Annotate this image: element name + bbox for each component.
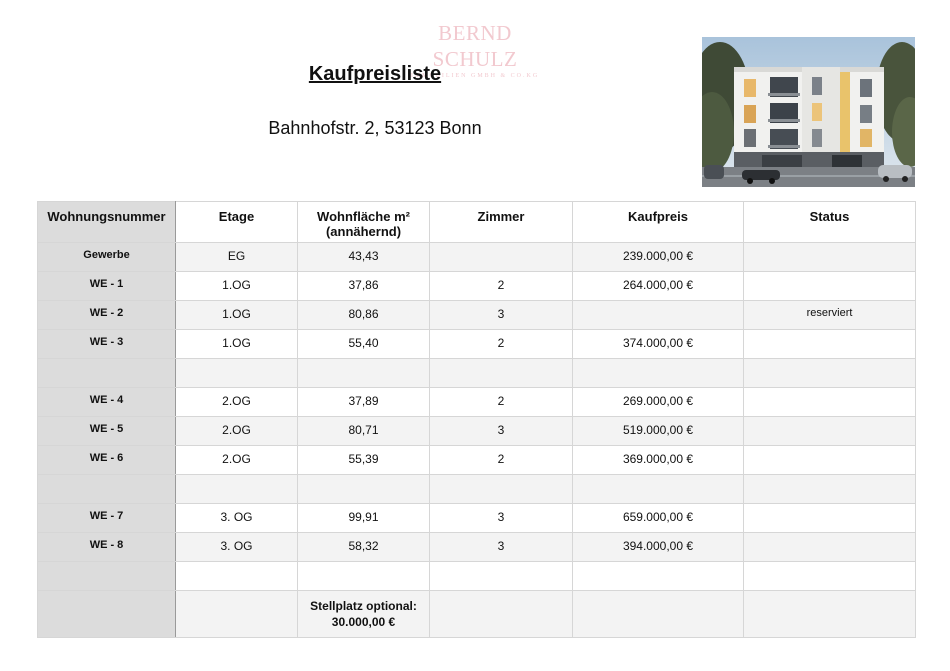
cell-rooms xyxy=(430,243,573,272)
logo-name: BERND SCHULZ xyxy=(432,21,518,71)
table-row xyxy=(38,272,916,301)
cell-unit: WE - 7 xyxy=(38,504,176,533)
page-title: Kaufpreisliste xyxy=(308,63,442,85)
cell-price: 519.000,00 € xyxy=(573,417,744,446)
table-cell xyxy=(430,591,573,638)
cell-floor: 3. OG xyxy=(176,533,298,562)
cell-floor: 2.OG xyxy=(176,417,298,446)
cell-rooms: 2 xyxy=(430,330,573,359)
cell-unit xyxy=(38,359,176,388)
col-header-etage: Etage xyxy=(176,202,298,243)
table-header-row xyxy=(38,202,916,243)
table-row xyxy=(38,388,916,417)
cell-rooms: 3 xyxy=(430,417,573,446)
cell-area xyxy=(298,359,430,388)
table-row xyxy=(38,446,916,475)
table-cell xyxy=(573,591,744,638)
cell-area: 99,91 xyxy=(298,504,430,533)
cell-area: 37,89 xyxy=(298,388,430,417)
logo-subtitle: IMMOBILIEN GMBH & CO.KG xyxy=(410,73,540,79)
cell-status xyxy=(744,388,916,417)
cell-floor xyxy=(176,475,298,504)
cell-rooms xyxy=(430,475,573,504)
cell-area xyxy=(298,562,430,591)
cell-floor: 2.OG xyxy=(176,388,298,417)
cell-status xyxy=(744,417,916,446)
cell-rooms: 2 xyxy=(430,446,573,475)
cell-status: reserviert xyxy=(744,301,916,330)
table-cell xyxy=(38,591,176,638)
cell-area: 37,86 xyxy=(298,272,430,301)
cell-floor: 1.OG xyxy=(176,330,298,359)
cell-status xyxy=(744,533,916,562)
cell-rooms: 2 xyxy=(430,388,573,417)
cell-price xyxy=(573,359,744,388)
cell-floor: 3. OG xyxy=(176,504,298,533)
parking-label: Stellplatz optional: xyxy=(310,599,417,613)
cell-rooms: 2 xyxy=(430,272,573,301)
cell-price: 369.000,00 € xyxy=(573,446,744,475)
cell-area xyxy=(298,475,430,504)
cell-price: 239.000,00 € xyxy=(573,243,744,272)
table-row xyxy=(38,301,916,330)
cell-unit: WE - 4 xyxy=(38,388,176,417)
table-row xyxy=(38,359,916,388)
cell-rooms: 3 xyxy=(430,533,573,562)
cell-unit xyxy=(38,562,176,591)
cell-floor: EG xyxy=(176,243,298,272)
cell-floor: 1.OG xyxy=(176,272,298,301)
cell-area: 80,86 xyxy=(298,301,430,330)
cell-status xyxy=(744,359,916,388)
property-address: Bahnhofstr. 2, 53123 Bonn xyxy=(268,118,482,138)
cell-status xyxy=(744,504,916,533)
col-header-wohnflaeche: Wohnfläche m² (annähernd) xyxy=(298,202,430,243)
cell-status xyxy=(744,562,916,591)
cell-price xyxy=(573,562,744,591)
cell-area: 43,43 xyxy=(298,243,430,272)
cell-area: 55,39 xyxy=(298,446,430,475)
table-footer-row xyxy=(38,591,916,638)
parking-price: 30.000,00 € xyxy=(331,615,396,629)
table-row xyxy=(38,417,916,446)
cell-rooms xyxy=(430,562,573,591)
cell-unit xyxy=(38,475,176,504)
cell-unit: WE - 1 xyxy=(38,272,176,301)
table-cell xyxy=(176,591,298,638)
cell-floor xyxy=(176,562,298,591)
cell-floor: 2.OG xyxy=(176,446,298,475)
cell-price: 269.000,00 € xyxy=(573,388,744,417)
building-rendering-image xyxy=(702,37,915,187)
cell-status xyxy=(744,330,916,359)
col-header-kaufpreis: Kaufpreis xyxy=(573,202,744,243)
cell-unit: WE - 8 xyxy=(38,533,176,562)
cell-floor xyxy=(176,359,298,388)
col-header-status: Status xyxy=(744,202,916,243)
cell-area: 58,32 xyxy=(298,533,430,562)
price-table xyxy=(37,201,916,638)
cell-price: 659.000,00 € xyxy=(573,504,744,533)
table-row xyxy=(38,504,916,533)
cell-price: 374.000,00 € xyxy=(573,330,744,359)
table-row xyxy=(38,330,916,359)
cell-unit: WE - 6 xyxy=(38,446,176,475)
cell-status xyxy=(744,243,916,272)
table-row xyxy=(38,243,916,272)
table-row xyxy=(38,533,916,562)
cell-price xyxy=(573,475,744,504)
cell-rooms: 3 xyxy=(430,301,573,330)
cell-status xyxy=(744,446,916,475)
cell-unit: WE - 5 xyxy=(38,417,176,446)
company-logo xyxy=(403,20,547,79)
col-header-zimmer: Zimmer xyxy=(430,202,573,243)
cell-rooms xyxy=(430,359,573,388)
cell-floor: 1.OG xyxy=(176,301,298,330)
cell-unit: WE - 2 xyxy=(38,301,176,330)
cell-status xyxy=(744,475,916,504)
table-row xyxy=(38,562,916,591)
cell-price xyxy=(573,301,744,330)
cell-unit: Gewerbe xyxy=(38,243,176,272)
cell-area: 80,71 xyxy=(298,417,430,446)
cell-status xyxy=(744,272,916,301)
cell-area: 55,40 xyxy=(298,330,430,359)
table-row xyxy=(38,475,916,504)
cell-price: 394.000,00 € xyxy=(573,533,744,562)
cell-unit: WE - 3 xyxy=(38,330,176,359)
cell-rooms: 3 xyxy=(430,504,573,533)
cell-price: 264.000,00 € xyxy=(573,272,744,301)
table-cell xyxy=(744,591,916,638)
col-header-wohnungsnummer: Wohnungsnummer xyxy=(38,202,176,243)
parking-option-cell xyxy=(298,591,430,638)
